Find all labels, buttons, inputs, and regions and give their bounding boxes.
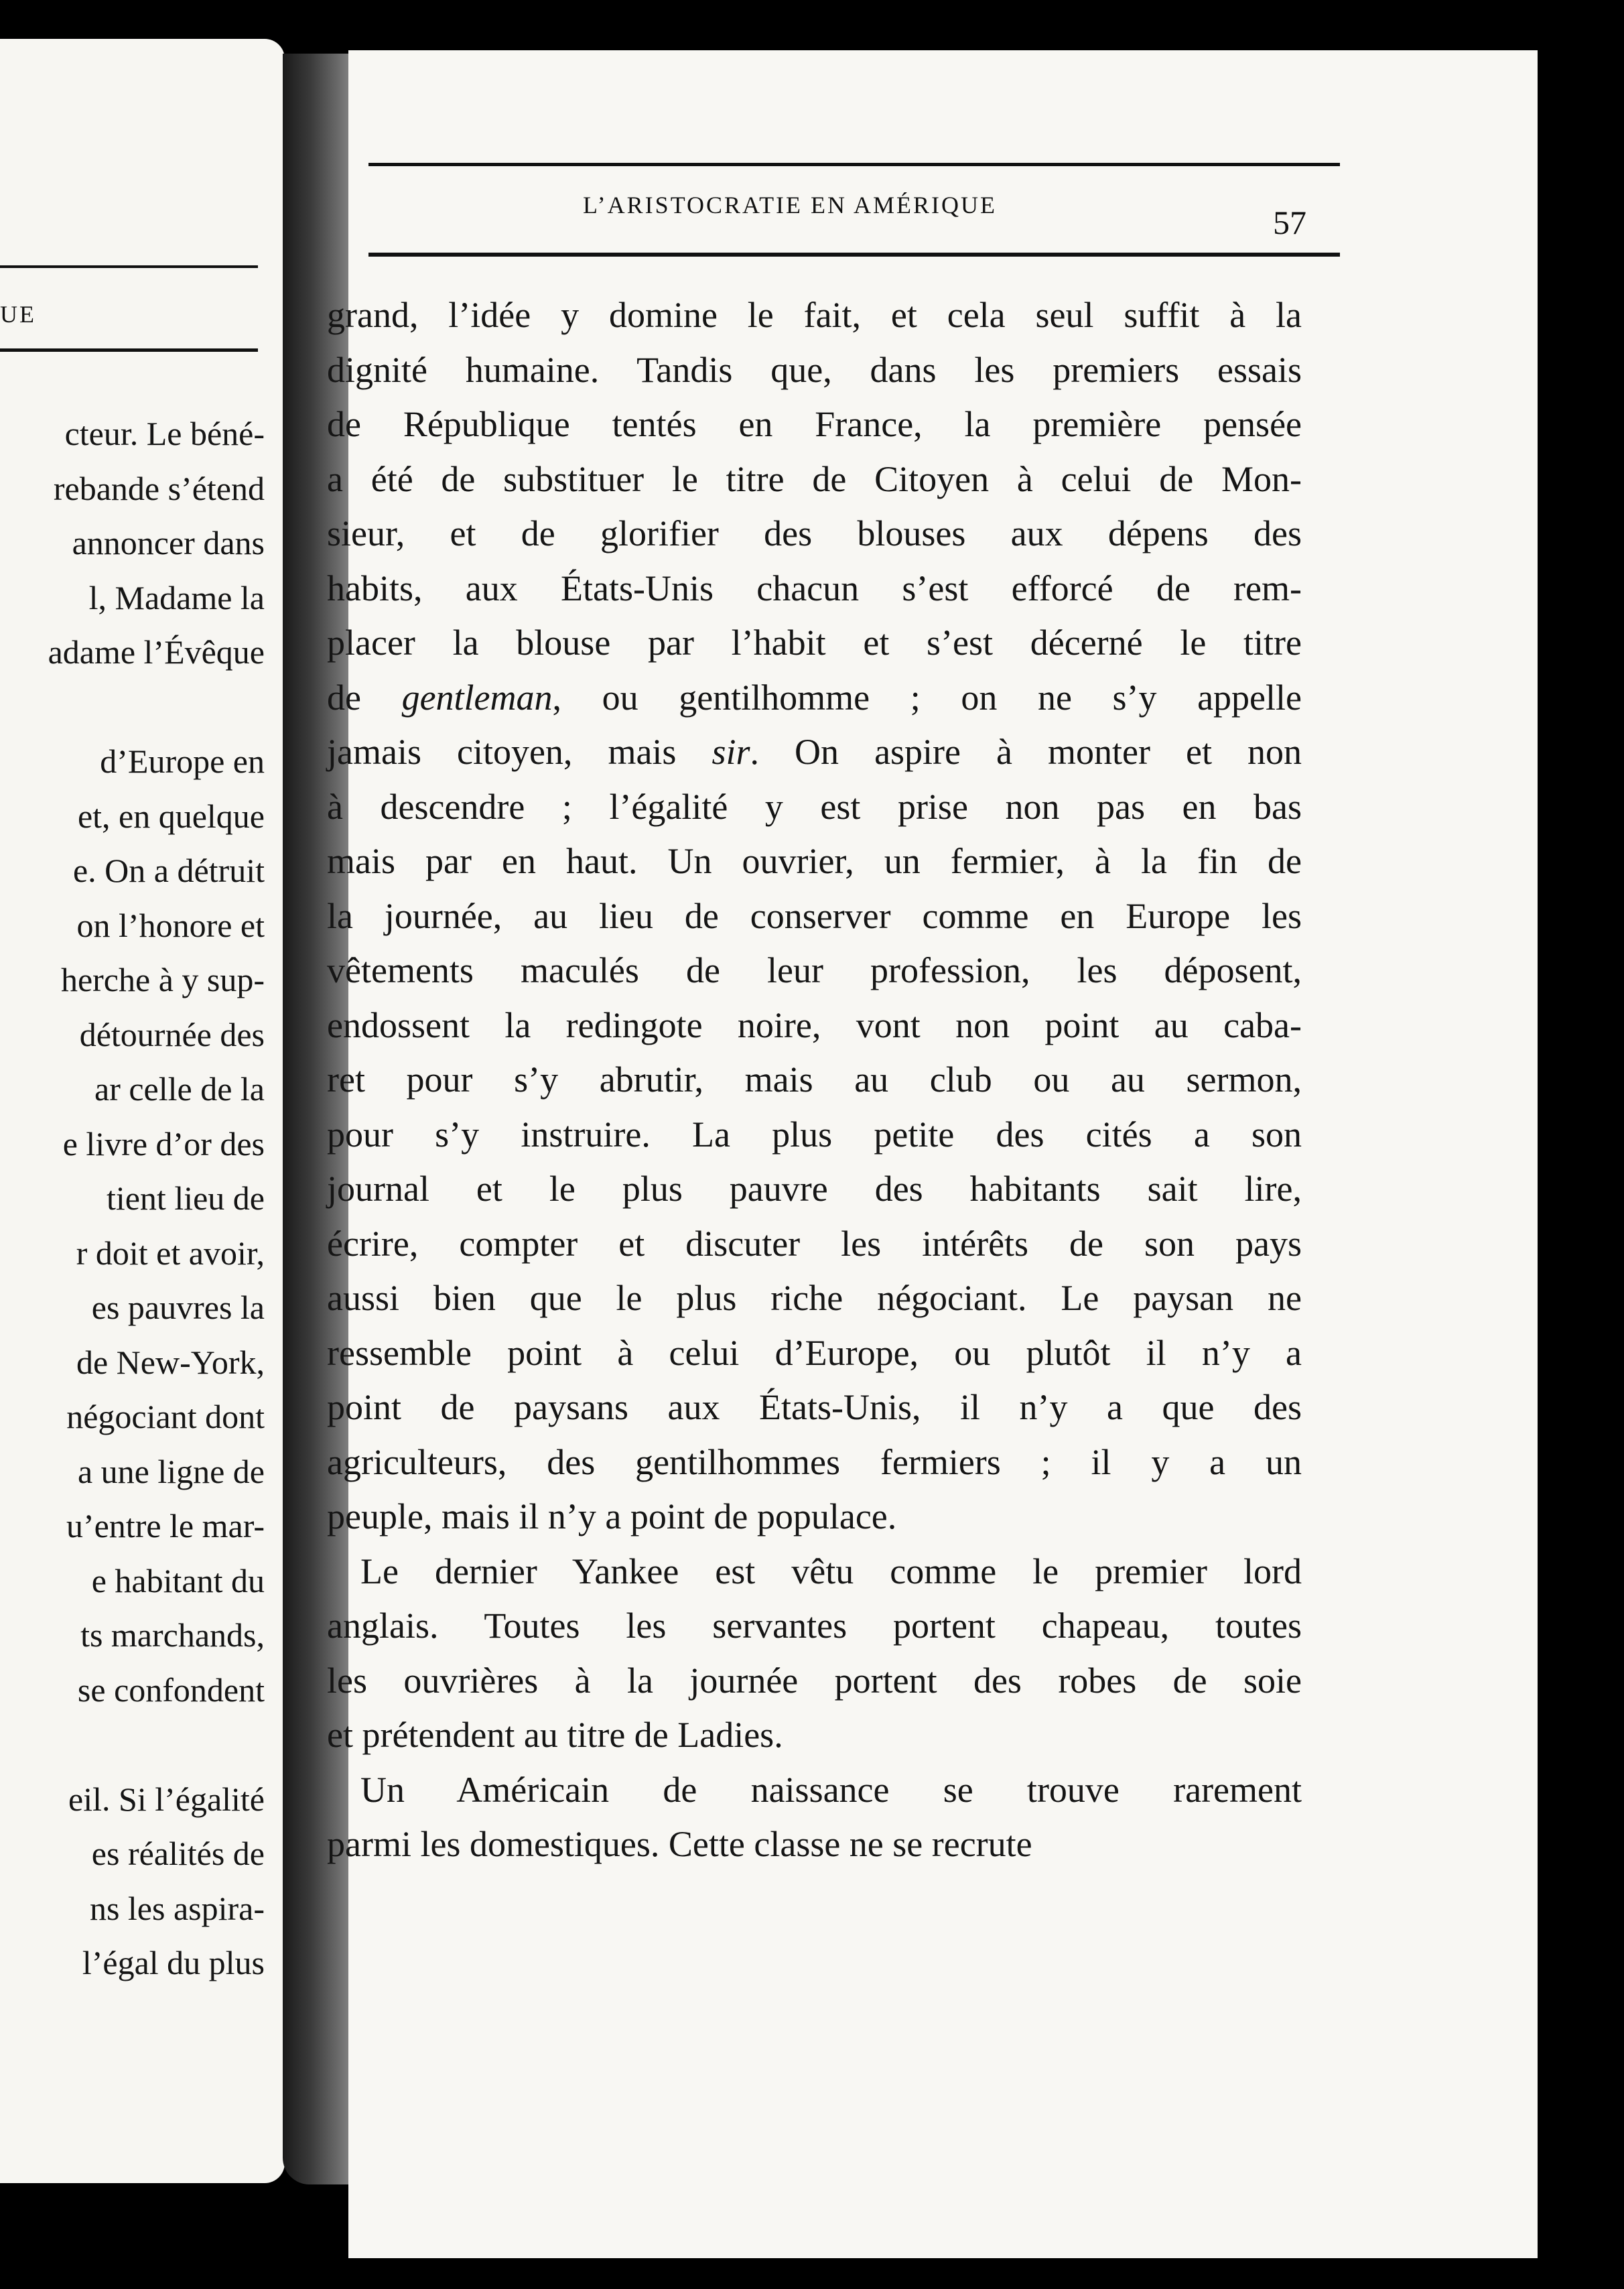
text-line: Un Américain de naissance se trouve rarement: [360, 1769, 1302, 1810]
text-line: grand, l’idée y domine le fait, et cela seul suffit à la: [327, 295, 1302, 335]
text-line: [327, 671, 1302, 726]
left-text-line: es réalités de: [91, 1835, 265, 1872]
text-line: placer la blouse par l’habit et s’est décerné le titre: [327, 623, 1302, 663]
left-text-line: u’entre le mar-: [66, 1507, 265, 1545]
right-page: [327, 50, 1538, 2258]
left-text-line: e. On a détruit: [72, 852, 265, 889]
text-line: à descendre ; l’égalité y est prise non pas en bas: [327, 786, 1302, 827]
left-text-line: rebande s’étend: [53, 469, 265, 507]
text-line: endossent la redingote noire, vont non point au caba-: [327, 1004, 1302, 1045]
left-text-line: se confondent: [77, 1671, 265, 1709]
left-text-line: r doit et avoir,: [76, 1234, 265, 1272]
italic-term: sir: [712, 732, 750, 772]
text-segment: de: [327, 677, 402, 718]
left-text-line: on l’honore et: [76, 906, 265, 944]
text-line: agriculteurs, des gentilhommes fermiers ; il y a un: [327, 1441, 1302, 1482]
left-text-line: et, en quelque: [77, 797, 265, 835]
left-text-line: herche à y sup-: [60, 961, 265, 998]
text-line: dignité humaine. Tandis que, dans les premiers essais: [327, 349, 1302, 390]
text-segment: jamais citoyen, mais: [327, 732, 712, 772]
left-text-line: e livre d’or des: [62, 1124, 265, 1163]
text-line: point de paysans aux États-Unis, il n’y a que des: [327, 1387, 1302, 1427]
left-page: [0, 39, 285, 2183]
left-text-line: détournée des: [79, 1015, 265, 1053]
text-line: les ouvrières à la journée portent des robes de soie: [327, 1660, 1302, 1701]
left-running-header: UE: [0, 301, 36, 328]
text-line: mais par en haut. Un ouvrier, un fermier, à la fin de: [327, 841, 1302, 881]
text-line: écrire, compter et discuter les intérêts de son pays: [327, 1223, 1302, 1264]
left-text-line: ts marchands,: [80, 1616, 265, 1654]
left-text-line: eil. Si l’égalité: [68, 1780, 265, 1818]
text-line: anglais. Toutes les servantes portent chapeau, toutes: [327, 1606, 1302, 1646]
text-line: ret pour s’y abrutir, mais au club ou au sermon,: [327, 1059, 1302, 1100]
left-text-line: l, Madame la: [88, 578, 265, 616]
text-line: la journée, au lieu de conserver comme en Europe les: [327, 895, 1302, 936]
left-text-line: de New-York,: [76, 1343, 265, 1381]
text-line: ressemble point à celui d’Europe, ou plutôt il n’y a: [327, 1332, 1302, 1373]
text-line: parmi les domestiques. Cette classe ne se recrute: [327, 1824, 1032, 1864]
text-line: Le dernier Yankee est vêtu comme le premier lord: [360, 1551, 1302, 1591]
text-line: [327, 725, 1302, 780]
left-header-rule-top: [0, 265, 258, 268]
left-text-line: négociant dont: [66, 1398, 265, 1435]
left-text-line: d’Europe en: [100, 742, 265, 780]
text-line: journal et le plus pauvre des habitants sait lire,: [327, 1169, 1302, 1209]
text-line: aussi bien que le plus riche négociant. Le paysan ne: [327, 1278, 1302, 1318]
left-text-line: adame l’Évêque: [48, 633, 265, 671]
running-header: L’ARISTOCRATIE EN AMÉRIQUE: [583, 192, 998, 218]
page-body: [327, 288, 1302, 1872]
text-line: vêtements maculés de leur profession, les déposent,: [327, 950, 1302, 990]
left-text-line: annoncer dans: [72, 524, 265, 562]
left-text-line: a une ligne de: [77, 1452, 265, 1490]
left-header-rule-bottom: [0, 348, 258, 352]
left-text-line: l’égal du plus: [82, 1944, 265, 1981]
italic-term: gentleman: [401, 677, 553, 718]
left-text-line: cteur. Le béné-: [64, 415, 265, 452]
text-line: et prétendent au titre de Ladies.: [327, 1715, 783, 1755]
left-text-line: tient lieu de: [106, 1179, 265, 1217]
header-rule-bottom: [368, 253, 1340, 257]
left-text-line: e habitant du: [91, 1561, 265, 1599]
text-segment: , ou gentilhomme ; on ne s’y appelle: [552, 677, 1302, 718]
text-line: peuple, mais il n’y a point de populace.: [327, 1496, 897, 1536]
text-line: habits, aux États-Unis chacun s’est efforcé de rem-: [327, 568, 1302, 608]
text-segment: . On aspire à monter et non: [750, 732, 1302, 772]
left-text-line: ns les aspira-: [89, 1889, 265, 1927]
page-number: 57: [1273, 204, 1306, 241]
left-text-line: es pauvres la: [91, 1289, 265, 1326]
header-rule-top: [368, 163, 1340, 166]
text-line: de République tentés en France, la première pensée: [327, 404, 1302, 444]
left-text-line: ar celle de la: [94, 1070, 265, 1108]
text-line: pour s’y instruire. La plus petite des cités a son: [327, 1114, 1302, 1155]
text-line: a été de substituer le titre de Citoyen à celui de Mon-: [327, 458, 1302, 499]
text-line: sieur, et de glorifier des blouses aux dépens des: [327, 513, 1302, 553]
